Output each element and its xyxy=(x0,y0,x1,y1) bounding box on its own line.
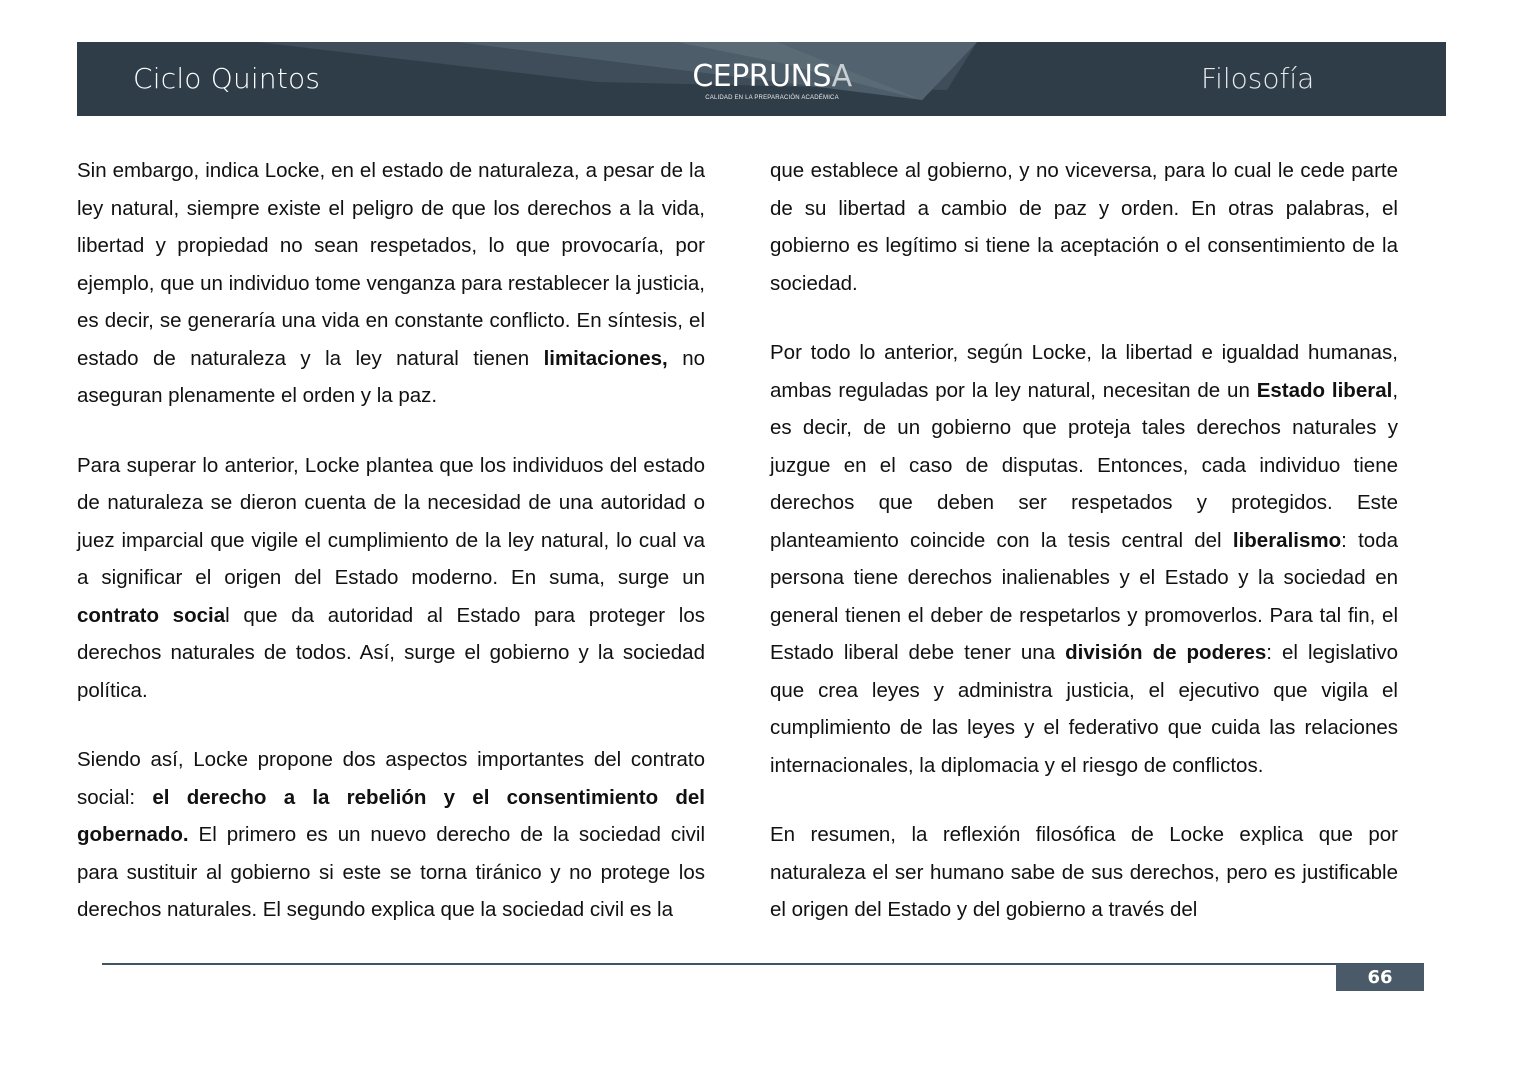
bold-term: liberalismo xyxy=(1232,528,1342,552)
bold-term: división de poderes xyxy=(1065,641,1267,664)
paragraph: Siendo así, Locke propone dos aspectos importantes del contrato social: el derecho a la rebelión y el consentimiento del gobernado. El primero es un nuevo derecho de la sociedad civil para sustituir al gobierno si este se torna tiránico y no protege los derechos naturales. El segundo explica que la sociedad civil es la xyxy=(77,748,705,921)
bold-term: contrato socia xyxy=(77,603,226,627)
paragraph: Para superar lo anterior, Locke plantea que los individuos del estado de naturaleza se dieron cuenta de la necesidad de una autoridad o juez imparcial que vigile el cumplimiento de la ley natural, lo cual va a significar el origen del Estado moderno. En suma, surge un contrato social que da autoridad al Estado para proteger los derechos naturales de todos. Así, surge el gobierno y la sociedad política. xyxy=(77,453,705,702)
footer-divider xyxy=(102,963,1424,965)
bold-term: limitaciones, xyxy=(543,346,668,370)
paragraph: que establece al gobierno, y no viceversa, para lo cual le cede parte de su libertad a cambio de paz y orden. En otras palabras, el gobierno es legítimo si tiene la aceptación o el consentimiento de la sociedad. xyxy=(770,159,1398,295)
paragraph: Sin embargo, indica Locke, en el estado de naturaleza, a pesar de la ley natural, siempre existe el peligro de que los derechos a la vida, libertad y propiedad no sean respetados, lo que provocaría, por ejemplo, que un individuo tome venganza para restablecer la justicia, es decir, se generaría una vida en constante conflicto. En síntesis, el estado de naturaleza y la ley natural tienen limitaciones, no aseguran plenamente el orden y la paz. xyxy=(77,159,705,407)
bold-term: el derecho a la rebelión y el consentimiento del gobernado. xyxy=(77,785,705,846)
paragraph: Por todo lo anterior, según Locke, la libertad e igualdad humanas, ambas reguladas por la ley natural, necesitan de un Estado liberal, es decir, de un gobierno que proteja tales derechos naturales y juzgue en el caso de disputas. Entonces, cada individuo tiene derechos que deben ser respetados y protegidos. Este planteamiento coincide con la tesis central del liberalismo: toda persona tiene derechos inalienables y el Estado y la sociedad en general tienen el deber de respetarlos y promoverlos. Para tal fin, el Estado liberal debe tener una división de poderes: el legislativo que crea leyes y administra justicia, el ejecutivo que vigila el cumplimiento de las leyes y el federativo que cuida las relaciones internacionales, la diplomacia y el riesgo de conflictos. xyxy=(770,341,1399,777)
bold-term: Estado liberal xyxy=(1256,378,1393,402)
course-cycle-title: Ciclo Quintos xyxy=(133,62,321,95)
subject-title: Filosofía xyxy=(1201,62,1315,95)
paragraph: En resumen, la reflexión filosófica de Locke explica que por naturaleza el ser humano sabe de sus derechos, pero es justificable el origen del Estado y del gobierno a través del xyxy=(770,823,1398,921)
left-text-column xyxy=(77,152,705,961)
ceprunsa-logo xyxy=(687,59,857,101)
logo-tagline: CALIDAD EN LA PREPARACIÓN ACADÉMICA xyxy=(705,95,839,101)
right-text-column xyxy=(770,152,1398,961)
page-number-badge: 66 xyxy=(1336,964,1424,991)
page-header xyxy=(77,42,1446,116)
logo-wordmark: CEPRUNSA xyxy=(692,59,852,94)
